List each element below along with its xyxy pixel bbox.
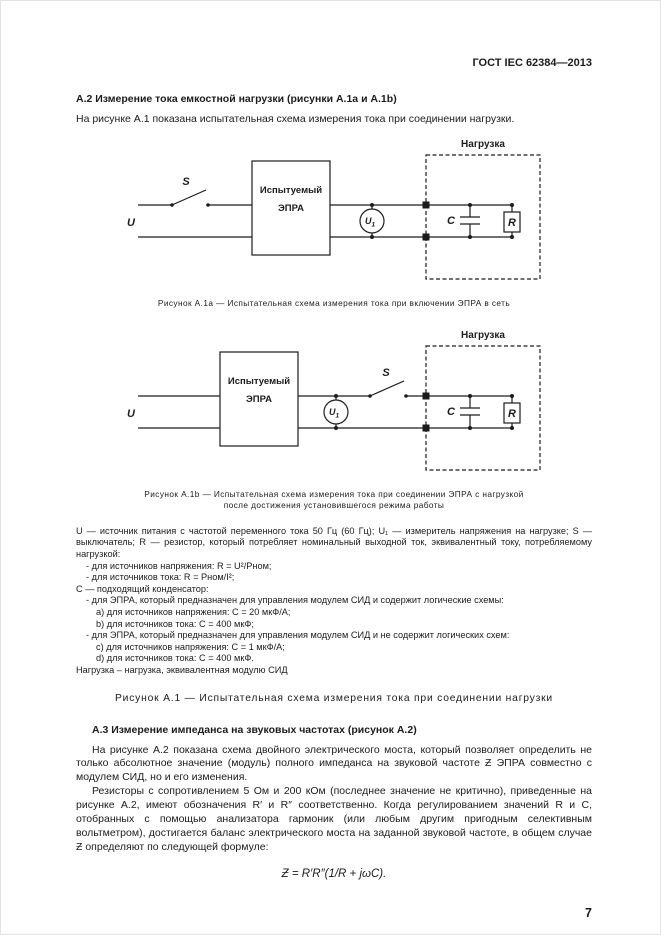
diagram-labels — [127, 330, 516, 420]
document-header — [76, 57, 592, 69]
impedance-formula: Ƶ = R′R″(1/R + jωC). — [281, 868, 387, 881]
switch-lever — [172, 190, 206, 205]
figure-a1b — [76, 324, 592, 512]
capacitor-symbol — [460, 205, 480, 237]
device-label-line2: ЭПРА — [278, 203, 304, 214]
figure-a1a — [76, 133, 592, 310]
capacitor-label: C — [447, 405, 455, 418]
switch-lever — [370, 381, 404, 396]
note-c-option-b: b) для источников тока: C = 400 мкФ; — [96, 618, 254, 629]
junction-dots — [334, 392, 514, 431]
figure-a1b-caption-line1: Рисунок А.1b — Испытательная схема измерения тока при соединении ЭПРА с нагрузкой — [144, 488, 524, 499]
meter-label: $U_1$ — [364, 216, 376, 229]
section-a3-para2: Резисторы с сопротивлением 5 Ом и 200 кОм (последнее значение не критично), приведенные на рисунке А.2, имеют обозначения R′ и R″ соответственно. Когда регулированием значений R и C, отобранных с помощью анализатора гармоник (или любым другим пригодным селективным вольтметром), достигается баланс электрического моста на заданной звуковой частоте, в общем случае Ƶ определяют по следующей формуле: — [76, 785, 592, 853]
note-c-intro: C — подходящий конденсатор: — [76, 583, 209, 594]
figure-notes — [76, 526, 592, 677]
figure-a1b-caption — [76, 489, 592, 512]
note-c-option-a: а) для источников напряжения: C = 20 мкФ/А; — [96, 606, 291, 617]
load-dashed-box — [426, 346, 540, 470]
note-r-current: - для источников тока: R = Pном/I²; — [86, 572, 235, 583]
load-label: Нагрузка — [461, 329, 505, 341]
device-label-line1: Испытуемый — [227, 375, 291, 387]
wires — [138, 155, 540, 279]
section-a3-para1: На рисунке А.2 показана схема двойного электрического моста, который позволяет определить не только абсолютное значение (модуль) полного импеданса на звуковой частоте Ƶ ЭПРА совместно с модулем СИД, но и его изменения. — [76, 743, 592, 784]
note-c-option-d: d) для источников тока: C = 400 мкФ. — [96, 653, 254, 664]
figure-a1a-caption: Рисунок А.1а — Испытательная схема измерения тока при включении ЭПРА в сеть — [157, 298, 511, 308]
capacitor-label: C — [447, 215, 455, 227]
switch-label: S — [382, 366, 390, 379]
switch-label: S — [182, 176, 190, 188]
figure-a1b-caption-line2: после достижения установившегося режима работы — [223, 500, 445, 511]
note-legend: U — источник питания с частотой переменного тока 50 Гц (60 Гц); U₁ — измеритель напряжения на нагрузке; S — выключатель; R — резистор, который потребляет номинальный выходной ток, эквивалентный току, потребляемому нагрузкой: — [76, 525, 592, 560]
standard-number: ГОСТ IEC 62384—2013 — [472, 57, 592, 69]
capacitor-symbol — [460, 396, 480, 428]
section-a2-intro: На рисунке А.1 показана испытательная схема измерения тока при соединении нагрузки. — [76, 113, 515, 125]
note-c-without-logic: - для ЭПРА, который предназначен для управления модулем СИД и не содержит логических схем: — [86, 630, 510, 641]
source-label: U — [127, 217, 135, 229]
note-c-with-logic: - для ЭПРА, который предназначен для управления модулем СИД и содержит логические схемы: — [86, 595, 504, 606]
load-dashed-box — [426, 155, 540, 279]
source-label: U — [127, 407, 135, 420]
circuit-diagram-a1b — [124, 324, 544, 482]
device-label-line1: Испытуемый — [259, 185, 323, 196]
wires — [138, 346, 540, 470]
junction-dots — [170, 202, 514, 241]
note-r-voltage: - для источников напряжения: R = U²/Pном; — [86, 560, 272, 571]
page-number: 7 — [585, 906, 592, 921]
note-load-definition: Нагрузка – нагрузка, эквивалентная модулю СИД — [76, 664, 288, 675]
figure-a1-main-caption: Рисунок А.1 — Испытательная схема измерения тока при соединении нагрузки — [115, 692, 553, 704]
section-a3-heading: А.3 Измерение импеданса на звуковых частотах (рисунок А.2) — [92, 723, 417, 736]
note-c-option-c: с) для источников напряжения: C = 1 мкФ/А; — [96, 641, 285, 652]
section-a2-heading: А.2 Измерение тока емкостной нагрузки (рисунки А.1а и А.1b) — [76, 93, 397, 105]
resistor-label: R — [508, 407, 516, 420]
meter-label: $U_1$ — [328, 406, 340, 420]
device-label-line2: ЭПРА — [246, 393, 272, 405]
resistor-label: R — [508, 217, 516, 229]
load-label: Нагрузка — [461, 139, 505, 150]
circuit-diagram-a1a — [124, 133, 544, 291]
